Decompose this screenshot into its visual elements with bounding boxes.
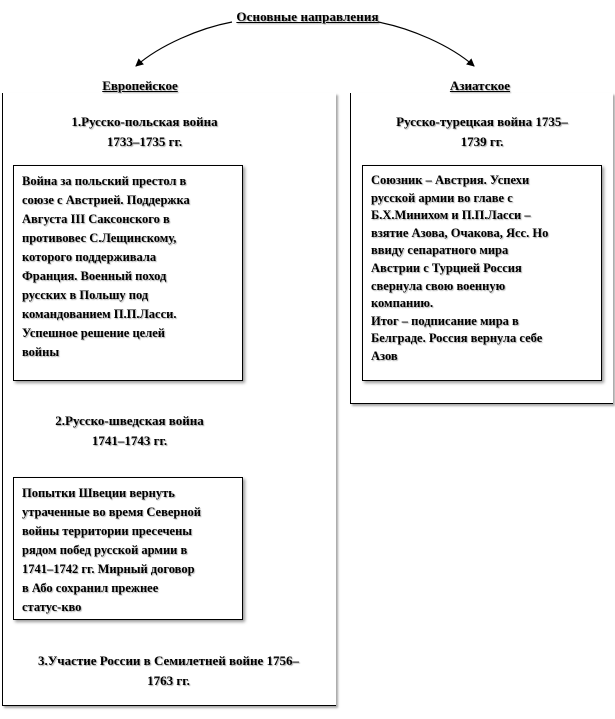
box-text-line: Азов [371, 348, 398, 363]
box-text-line: ввиду сепаратного мира [371, 243, 509, 258]
arrow-to-european [136, 22, 232, 66]
box-text-line: которого поддерживала [22, 250, 157, 264]
war-heading-russo-polish: 1.Русско-польская война 1733–1735 гг. [71, 114, 218, 149]
war-heading-seven-years: 3.Участие России в Семилетней войне 1756– 1763 гг. [38, 653, 299, 688]
box-text-line: Итог – подписание мира в [371, 313, 519, 328]
box-text-line: рядом побед русской армии в [22, 543, 188, 557]
box-text-line: войны территории пресечены [22, 524, 193, 538]
box-text-line: компанию. [371, 296, 434, 311]
box-text-line: Франция. Военный поход [22, 269, 167, 283]
box-text-line: Союзник – Австрия. Успехи [371, 173, 530, 187]
box-text-line: 1741–1742 гг. Мирный договор [22, 562, 195, 576]
box-text-line: командованием П.П.Ласси. [22, 307, 177, 321]
box-text-line: свернула свою военную [371, 278, 506, 293]
box-text-line: утраченные во время Северной [22, 505, 202, 519]
branch-label-asian: Азиатское [449, 78, 511, 93]
box-text-line: Австрии с Турцией Россия [371, 260, 522, 275]
diagram-title: Основные направления [236, 9, 379, 24]
box-text-line: в Або сохранил прежнее [22, 581, 159, 595]
box-text-line: Успешное решение целей [22, 326, 165, 340]
box-text-line: Война за польский престол в [22, 174, 187, 188]
box-text-line: союзе с Австрией. Поддержка [22, 193, 190, 207]
box-text-line: Белграде. Россия вернула себе [371, 331, 543, 346]
war-box-russo-polish [13, 165, 243, 381]
arrow-to-asian [378, 22, 474, 66]
box-text-line: войны [22, 345, 60, 359]
box-text-line: статус-кво [22, 600, 82, 614]
box-text-line: Попытки Швеции вернуть [22, 486, 175, 500]
box-text-line: русской армии во главе с [371, 190, 513, 205]
box-text-line: Августа III Саксонского в [22, 212, 170, 226]
war-box-russo-turkish [362, 165, 602, 381]
box-text-line: русских в Польшу под [22, 288, 149, 302]
box-text-line: Б.Х.Минихом и П.П.Ласси – [371, 208, 531, 223]
war-heading-russo-turkish: Русско-турецкая война 1735– 1739 гг. [396, 114, 568, 149]
branch-label-european: Европейское [102, 78, 178, 93]
box-text-line: взятие Азова, Очакова, Ясс. Но [371, 225, 549, 240]
war-heading-russo-swedish: 2.Русско-шведская война 1741–1743 гг. [55, 413, 204, 448]
box-text-line: противовес С.Лещинскому, [22, 231, 177, 245]
war-box-russo-swedish [13, 477, 243, 620]
